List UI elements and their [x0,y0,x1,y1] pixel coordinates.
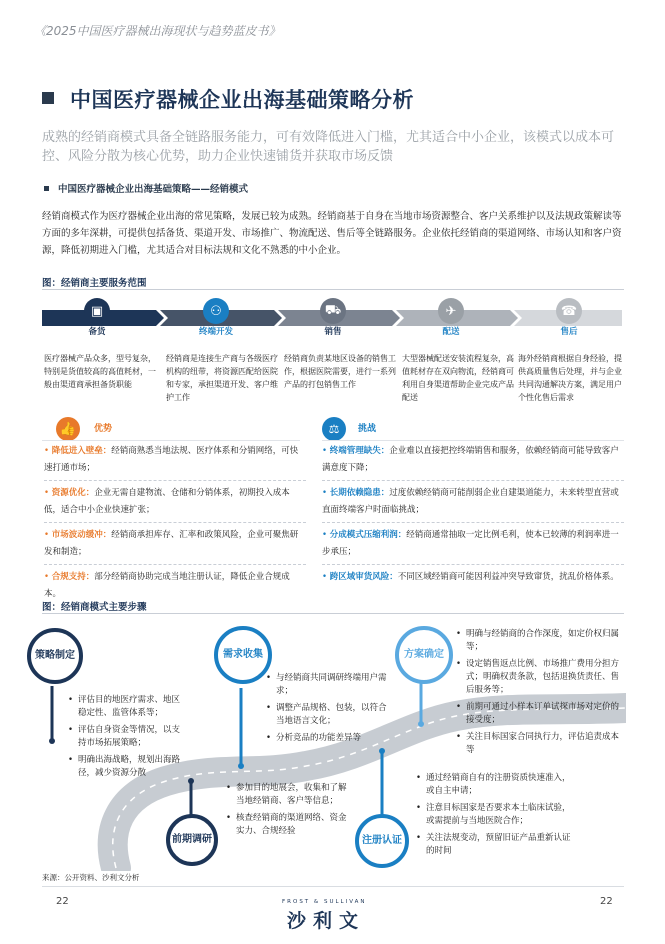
list-item: • 评估自身资金等情况，以支持市场拓展策略； [68,724,186,750]
list-item: • 跨区域审货风险：不同区域经销商可能因利益冲突导致窜货，扰乱价格体系。 [322,572,619,582]
service-desc-terminal: 经销商是连接生产商与各级医疗机构的纽带，将资源匹配给医院和专家，承担渠道开发、客户维护工作 [166,354,278,402]
cons-list [322,443,624,590]
list-item: • 注意目标国家是否要求本土临床试验，或需提前与当地医院合作； [416,802,576,828]
list-item: • 市场波动缓冲：经销商承担库存、汇率和政策风险，企业可聚焦研发和制造； [44,527,306,565]
scale-icon: ⚖ [322,417,346,441]
step-research-details [226,782,350,842]
subsection-title: 中国医疗器械企业出海基础策略——经销模式 [58,184,249,195]
step-plan-details [456,628,626,761]
list-item: • 明确出海战略，规划出海路径，减少资源分散 [68,754,186,780]
footer-divider [42,886,624,887]
subtitle-bullet-icon [44,186,49,191]
service-desc-aftersales: 海外经销商根据自身经验，提供高质量售后处理，并与企业共同沟通解决方案，满足用户个性化售后需求 [518,354,622,402]
service-desc-stock: 医疗器械产品众多，型号复杂，特别是货值较高的高值耗材，一般由渠道商承担备货职能 [44,354,156,389]
section-title: 中国医疗器械企业出海基础策略分析 [70,88,414,112]
step-strategy: 策略制定 [27,628,83,684]
step-plan: 方案确定 [395,626,453,684]
brand-english: FROST & SULLIVAN [282,899,367,905]
list-item: • 与经销商共同调研终端用户需求； [266,672,392,698]
list-item: • 合规支持：部分经销商协助完成当地注册认证，降低企业合规成本。 [44,572,290,599]
service-label-terminal: 终端开发 [198,327,233,337]
section-summary: 成熟的经销商模式具备全链路服务能力，可有效降低进入门槛，尤其适合中小企业，该模式以成本可控、风险分散为核心优势，助力企业快速铺货并获取市场反馈 [42,130,615,164]
cart-icon: ⛟ [320,298,346,324]
network-icon: ⚇ [203,298,229,324]
service-label-aftersales: 售后 [560,327,578,337]
page-number-right: 22 [600,896,613,907]
list-item: • 降低进入壁垒：经销商熟悉当地法规、医疗体系和分销网络，可快速打通市场； [44,443,306,481]
document-title: 《2025中国医疗器械出海现状与趋势蓝皮书》 [34,24,281,38]
page-number-left: 22 [56,896,69,907]
list-item: • 通过经销商自有的注册资质快速准入，或自主申请； [416,772,576,798]
step-registration-details [416,772,576,862]
figure1-divider [42,289,624,290]
list-item: • 核查经销商的渠道网络、资金实力、合规经验 [226,812,350,838]
list-item: • 评估目的地医疗需求、地区稳定性、监管体系等； [68,694,186,720]
plane-icon: ✈ [438,298,464,324]
pros-title: 优势 [94,424,113,434]
list-item: • 明确与经销商的合作深度，如定价权归属等； [456,628,626,654]
list-item: • 终端管理缺失：企业难以直接把控终端销售和服务，依赖经销商可能导致客户满意度下降； [322,443,624,481]
headset-icon: ☎ [556,298,582,324]
pros-list [44,443,306,607]
list-item: • 调整产品规格、包装，以符合当地语言文化； [266,702,392,728]
figure2-title: 图：经销商模式主要步骤 [42,602,147,613]
list-item: • 关注法规变动，预留旧证产品重新认证的时间 [416,832,576,858]
service-label-sales: 销售 [324,327,342,337]
list-item: • 设定销售返点比例、市场推广费用分担方式；明确权责条款，包括退换货责任、售后服务等； [456,658,626,697]
list-item: • 参加目的地展会，收集和了解当地经销商、客户等信息； [226,782,350,808]
source-note: 来源：公开资料、沙利文分析 [42,873,140,882]
service-desc-delivery: 大型器械配送安装流程复杂，高值耗材存在双向物流，经销商可利用自身渠道帮助企业完成产品配送 [402,354,514,402]
service-label-stock: 备货 [88,327,106,337]
step-research: 前期调研 [166,814,218,866]
figure2-divider [42,613,624,614]
cons-title: 挑战 [358,424,377,434]
box-icon: ▣ [84,298,110,324]
list-item: • 资源优化：企业无需自建物流、仓储和分销体系，初期投入成本低，适合中小企业快速扩张； [44,485,306,523]
figure1-title: 图：经销商主要服务范围 [42,278,147,289]
list-item: • 分成模式压缩利润：经销商通常抽取一定比例毛利，使本已较薄的利润率进一步承压； [322,527,624,565]
service-label-delivery: 配送 [442,327,460,337]
step-demand-details [266,672,392,749]
cons-divider [322,440,624,441]
list-item: • 长期依赖隐患：过度依赖经销商可能削弱企业自建渠道能力，未来转型直营或直面终端客户时面临挑战； [322,485,624,523]
list-item: • 前期可通过小样本订单试探市场对定价的接受度； [456,701,626,727]
brand-logo: 沙利文 [287,910,366,932]
thumbs-up-icon: 👍 [56,417,80,441]
intro-paragraph: 经销商模式作为医疗器械企业出海的常见策略，发展已较为成熟。经销商基于自身在当地市场资源整合、客户关系维护以及法规政策解读等方面的多年深耕，可提供包括备货、渠道开发、市场推广、物流配送、售后等全链路服务。企业依托经销商的渠道网络、市场认知和客户资源，降低初期进入门槛，尤其适合对目标法规和文化不熟悉的中小企业。 [42,211,622,256]
service-desc-sales: 经销商负责某地区设备的销售工作，根据医院需要，进行一系列产品的打包销售工作 [284,354,396,389]
step-demand: 需求收集 [214,626,272,684]
list-item: • 关注目标国家合同执行力，评估追责成本等 [456,731,626,757]
list-item: • 分析竞品的功能差异等 [266,732,392,745]
step-strategy-details [68,694,186,784]
pros-divider [42,440,300,441]
step-registration: 注册认证 [355,814,409,868]
section-square-icon [42,92,54,104]
